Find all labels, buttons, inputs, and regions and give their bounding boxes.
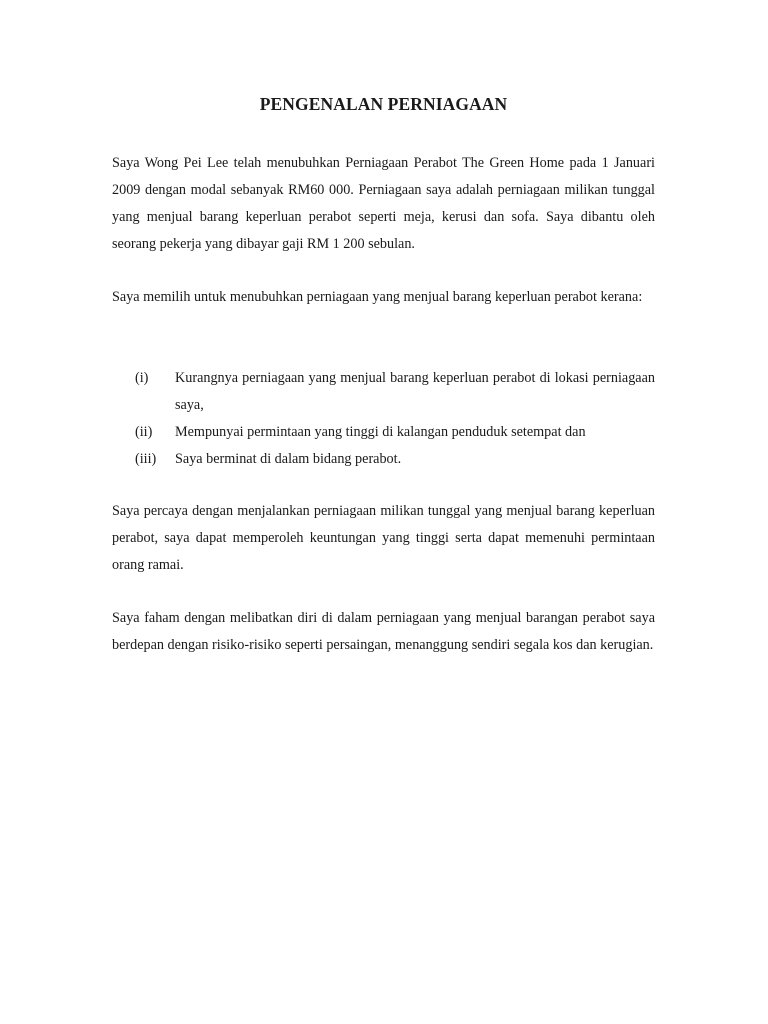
list-item-number: (ii)	[135, 424, 153, 440]
list-item-text: Kurangnya perniagaan yang menjual barang keperluan perabot di lokasi perniagaan saya,	[175, 370, 655, 413]
intro-paragraph: Saya Wong Pei Lee telah menubuhkan Perniagaan Perabot The Green Home pada 1 Januari 2009 dengan modal sebanyak RM60 000. Perniagaan saya adalah perniagaan milikan tunggal yang menjual barang keperluan perabot seperti meja, kerusi dan sofa. Saya dibantu oleh seorang pekerja yang dibayar gaji RM 1 200 sebulan.	[112, 155, 655, 252]
list-item-text: Mempunyai permintaan yang tinggi di kalangan penduduk setempat dan	[175, 424, 586, 440]
list-item	[112, 365, 655, 419]
list-item-number: (i)	[135, 370, 149, 386]
reasons-intro-paragraph: Saya memilih untuk menubuhkan perniagaan yang menjual barang keperluan perabot kerana:	[112, 289, 643, 305]
risk-paragraph: Saya faham dengan melibatkan diri di dalam perniagaan yang menjual barangan perabot saya berdepan dengan risiko-risiko seperti persaingan, menanggung sendiri segala kos dan kerugian.	[112, 610, 655, 653]
list-item-text: Saya berminat di dalam bidang perabot.	[175, 451, 402, 467]
list-item-number: (iii)	[135, 451, 157, 467]
list-item	[112, 419, 655, 446]
belief-paragraph: Saya percaya dengan menjalankan perniagaan milikan tunggal yang menjual barang keperluan perabot, saya dapat memperoleh keuntungan yang tinggi serta dapat memenuhi permintaan orang ramai.	[112, 503, 655, 573]
document-title: PENGENALAN PERNIAGAAN	[259, 94, 508, 114]
list-item	[112, 446, 655, 473]
reasons-list	[112, 365, 655, 473]
